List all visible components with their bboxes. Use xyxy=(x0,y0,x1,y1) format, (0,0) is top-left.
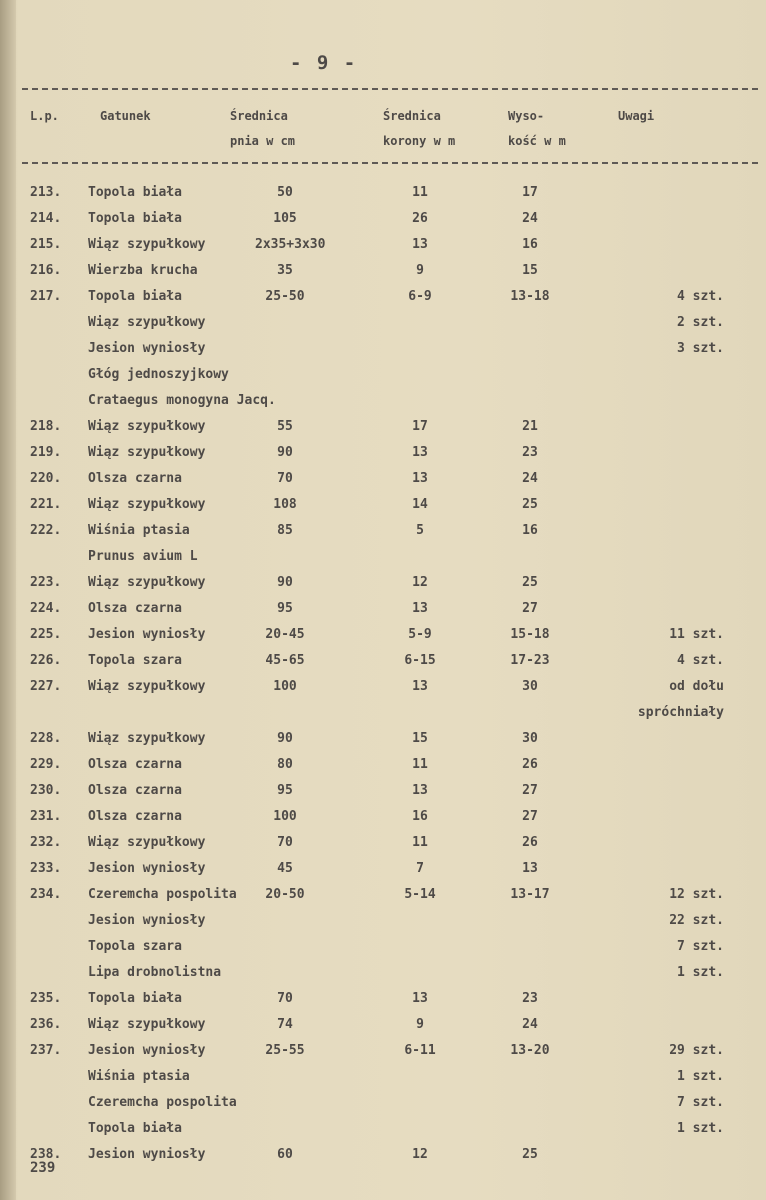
trunk-diameter: 90 xyxy=(277,731,293,746)
table-row xyxy=(0,570,766,596)
crown-diameter: 7 xyxy=(416,861,424,876)
tree-height: 27 xyxy=(522,809,538,824)
trunk-diameter: 90 xyxy=(277,575,293,590)
row-number: 236. xyxy=(30,1017,62,1032)
species-name: Wiąz szypułkowy xyxy=(88,445,206,460)
tree-height: 25 xyxy=(522,1147,538,1162)
table-row xyxy=(0,934,766,960)
row-number: 214. xyxy=(30,211,62,226)
crown-diameter: 11 xyxy=(412,185,428,200)
tree-height: 15-18 xyxy=(510,627,550,642)
crown-diameter: 12 xyxy=(412,1147,428,1162)
remarks: 4 szt. xyxy=(677,289,724,304)
table-row xyxy=(0,284,766,310)
remarks: od dołu xyxy=(669,679,724,694)
tree-height: 23 xyxy=(522,991,538,1006)
species-name: Olsza czarna xyxy=(88,471,182,486)
tree-height: 26 xyxy=(522,835,538,850)
trunk-diameter: 25-50 xyxy=(265,289,305,304)
species-name: Czeremcha pospolita xyxy=(88,887,237,902)
tree-height: 13-18 xyxy=(510,289,550,304)
table-row xyxy=(0,1012,766,1038)
row-number: 222. xyxy=(30,523,62,538)
remarks: spróchniały xyxy=(637,705,724,720)
crown-diameter: 13 xyxy=(412,601,428,616)
table-row xyxy=(0,362,766,388)
row-number: 223. xyxy=(30,575,62,590)
crown-diameter: 5-9 xyxy=(408,627,432,642)
table-row xyxy=(0,258,766,284)
row-number: 225. xyxy=(30,627,62,642)
table-row xyxy=(0,1116,766,1142)
trunk-diameter: 108 xyxy=(273,497,297,512)
remarks: 1 szt. xyxy=(677,1121,724,1136)
tree-height: 13 xyxy=(522,861,538,876)
crown-diameter: 11 xyxy=(412,757,428,772)
header-wys-1: Wyso- xyxy=(508,109,545,123)
crown-diameter: 6-9 xyxy=(408,289,432,304)
table-row xyxy=(0,882,766,908)
trunk-diameter: 70 xyxy=(277,991,293,1006)
species-name: Crataegus monogyna Jacq. xyxy=(88,393,276,408)
row-number: 232. xyxy=(30,835,62,850)
row-number: 229. xyxy=(30,757,62,772)
row-number: 215. xyxy=(30,237,62,252)
trunk-diameter: 74 xyxy=(277,1017,293,1032)
remarks: 11 szt. xyxy=(669,627,724,642)
species-name: Wiąz szypułkowy xyxy=(88,1017,206,1032)
row-number: 228. xyxy=(30,731,62,746)
tree-height: 25 xyxy=(522,575,538,590)
row-number: 230. xyxy=(30,783,62,798)
tree-height: 27 xyxy=(522,601,538,616)
trunk-diameter: 95 xyxy=(277,783,293,798)
trunk-diameter: 20-50 xyxy=(265,887,305,902)
trunk-diameter: 85 xyxy=(277,523,293,538)
trunk-diameter: 45 xyxy=(277,861,293,876)
species-name: Topola szara xyxy=(88,653,182,668)
tree-height: 13-20 xyxy=(510,1043,550,1058)
species-name: Topola biała xyxy=(88,185,182,200)
header-uwagi: Uwagi xyxy=(618,109,655,123)
species-name: Jesion wyniosły xyxy=(88,1147,206,1162)
species-name: Topola biała xyxy=(88,1121,182,1136)
tree-height: 21 xyxy=(522,419,538,434)
table-row xyxy=(0,414,766,440)
row-number: 224. xyxy=(30,601,62,616)
header-gatunek: Gatunek xyxy=(100,109,151,123)
table-row xyxy=(0,674,766,700)
tree-height: 24 xyxy=(522,1017,538,1032)
tree-height: 24 xyxy=(522,471,538,486)
table-row xyxy=(0,440,766,466)
remarks: 22 szt. xyxy=(669,913,724,928)
table-row xyxy=(0,856,766,882)
species-name: Lipa drobnolistna xyxy=(88,965,222,980)
trunk-diameter: 35 xyxy=(277,263,293,278)
remarks: 12 szt. xyxy=(669,887,724,902)
crown-diameter: 13 xyxy=(412,237,428,252)
table-row xyxy=(0,1038,766,1064)
row-number: 234. xyxy=(30,887,62,902)
species-name: Wiąz szypułkowy xyxy=(88,237,206,252)
remarks: 1 szt. xyxy=(677,1069,724,1084)
header-bottom-rule xyxy=(22,162,758,164)
crown-diameter: 16 xyxy=(412,809,428,824)
row-number: 219. xyxy=(30,445,62,460)
species-name: Olsza czarna xyxy=(88,809,182,824)
table-row xyxy=(0,1142,766,1168)
crown-diameter: 6-15 xyxy=(404,653,436,668)
row-number: 218. xyxy=(30,419,62,434)
remarks: 4 szt. xyxy=(677,653,724,668)
tree-height: 15 xyxy=(522,263,538,278)
remarks: 29 szt. xyxy=(669,1043,724,1058)
trunk-diameter: 20-45 xyxy=(265,627,305,642)
header-korony-2: korony w m xyxy=(383,134,456,148)
table-row xyxy=(0,986,766,1012)
remarks: 3 szt. xyxy=(677,341,724,356)
table-row xyxy=(0,726,766,752)
species-name: Głóg jednoszyjkowy xyxy=(88,367,229,382)
header-top-rule xyxy=(22,88,758,90)
species-name: Topola biała xyxy=(88,289,182,304)
header-lp: L.p. xyxy=(30,109,59,123)
header-pnia-2: pnia w cm xyxy=(230,134,296,148)
table-row xyxy=(0,206,766,232)
table-row xyxy=(0,388,766,414)
table-row xyxy=(0,336,766,362)
crown-diameter: 15 xyxy=(412,731,428,746)
tree-height: 13-17 xyxy=(510,887,550,902)
remarks: 2 szt. xyxy=(677,315,724,330)
row-number: 227. xyxy=(30,679,62,694)
trunk-diameter: 105 xyxy=(273,211,297,226)
row-number: 238. xyxy=(30,1147,62,1162)
table-row xyxy=(0,648,766,674)
species-name: Wierzba krucha xyxy=(88,263,198,278)
species-name: Czeremcha pospolita xyxy=(88,1095,237,1110)
trunk-diameter: 60 xyxy=(277,1147,293,1162)
species-name: Wiąz szypułkowy xyxy=(88,731,206,746)
species-name: Topola biała xyxy=(88,991,182,1006)
crown-diameter: 13 xyxy=(412,679,428,694)
remarks: 1 szt. xyxy=(677,965,724,980)
crown-diameter: 11 xyxy=(412,835,428,850)
table-row xyxy=(0,778,766,804)
tree-height: 26 xyxy=(522,757,538,772)
tree-height: 16 xyxy=(522,523,538,538)
species-name: Wiśnia ptasia xyxy=(88,1069,190,1084)
table-row xyxy=(0,180,766,206)
table-row xyxy=(0,232,766,258)
crown-diameter: 13 xyxy=(412,445,428,460)
crown-diameter: 17 xyxy=(412,419,428,434)
row-number: 235. xyxy=(30,991,62,1006)
table-row xyxy=(0,908,766,934)
table-row xyxy=(0,700,766,726)
species-name: Wiąz szypułkowy xyxy=(88,497,206,512)
page-number: - 9 - xyxy=(290,52,358,74)
tree-height: 16 xyxy=(522,237,538,252)
tree-height: 23 xyxy=(522,445,538,460)
trunk-diameter: 90 xyxy=(277,445,293,460)
tree-height: 27 xyxy=(522,783,538,798)
crown-diameter: 13 xyxy=(412,783,428,798)
table-row xyxy=(0,466,766,492)
row-number: 221. xyxy=(30,497,62,512)
trunk-diameter: 50 xyxy=(277,185,293,200)
table-row xyxy=(0,622,766,648)
species-name: Wiąz szypułkowy xyxy=(88,315,206,330)
table-row xyxy=(0,310,766,336)
crown-diameter: 5-14 xyxy=(404,887,436,902)
header-korony-1: Średnica xyxy=(383,109,441,123)
trunk-diameter: 95 xyxy=(277,601,293,616)
species-name: Jesion wyniosły xyxy=(88,341,206,356)
trunk-diameter: 25-55 xyxy=(265,1043,305,1058)
tree-height: 30 xyxy=(522,679,538,694)
crown-diameter: 14 xyxy=(412,497,428,512)
crown-diameter: 6-11 xyxy=(404,1043,436,1058)
crown-diameter: 5 xyxy=(416,523,424,538)
table-row xyxy=(0,1090,766,1116)
crown-diameter: 9 xyxy=(416,1017,424,1032)
remarks: 7 szt. xyxy=(677,1095,724,1110)
crown-diameter: 12 xyxy=(412,575,428,590)
species-name: Wiąz szypułkowy xyxy=(88,419,206,434)
trunk-diameter: 70 xyxy=(277,471,293,486)
tree-height: 30 xyxy=(522,731,538,746)
tree-height: 17 xyxy=(522,185,538,200)
species-name: Wiąz szypułkowy xyxy=(88,575,206,590)
tree-height: 17-23 xyxy=(510,653,550,668)
trunk-diameter: 100 xyxy=(273,809,297,824)
table-row xyxy=(0,752,766,778)
table-row xyxy=(0,960,766,986)
row-number: 233. xyxy=(30,861,62,876)
trunk-diameter: 45-65 xyxy=(265,653,305,668)
table-row xyxy=(0,544,766,570)
trunk-diameter: 55 xyxy=(277,419,293,434)
species-name: Olsza czarna xyxy=(88,757,182,772)
table-row xyxy=(0,804,766,830)
tree-height: 24 xyxy=(522,211,538,226)
row-number: 226. xyxy=(30,653,62,668)
trunk-diameter: 80 xyxy=(277,757,293,772)
crown-diameter: 26 xyxy=(412,211,428,226)
table-row xyxy=(0,1064,766,1090)
trunk-diameter: 100 xyxy=(273,679,297,694)
species-name: Topola biała xyxy=(88,211,182,226)
header-pnia-1: Średnica xyxy=(230,109,288,123)
species-name: Olsza czarna xyxy=(88,783,182,798)
remarks: 7 szt. xyxy=(677,939,724,954)
trunk-diameter: 70 xyxy=(277,835,293,850)
table-row xyxy=(0,518,766,544)
trunk-diameter: 2x35+3x30 xyxy=(255,237,326,252)
species-name: Wiąz szypułkowy xyxy=(88,679,206,694)
species-name: Jesion wyniosły xyxy=(88,861,206,876)
margin-mark: 239 xyxy=(30,1160,56,1176)
crown-diameter: 13 xyxy=(412,471,428,486)
species-name: Wiśnia ptasia xyxy=(88,523,190,538)
row-number: 231. xyxy=(30,809,62,824)
species-name: Jesion wyniosły xyxy=(88,627,206,642)
row-number: 216. xyxy=(30,263,62,278)
crown-diameter: 13 xyxy=(412,991,428,1006)
header-wys-2: kość w m xyxy=(508,134,566,148)
species-name: Jesion wyniosły xyxy=(88,913,206,928)
table-row xyxy=(0,492,766,518)
species-name: Topola szara xyxy=(88,939,182,954)
row-number: 213. xyxy=(30,185,62,200)
species-name: Wiąz szypułkowy xyxy=(88,835,206,850)
table-row xyxy=(0,596,766,622)
row-number: 237. xyxy=(30,1043,62,1058)
species-name: Prunus avium L xyxy=(88,549,198,564)
table-row xyxy=(0,830,766,856)
tree-height: 25 xyxy=(522,497,538,512)
row-number: 220. xyxy=(30,471,62,486)
crown-diameter: 9 xyxy=(416,263,424,278)
species-name: Jesion wyniosły xyxy=(88,1043,206,1058)
species-name: Olsza czarna xyxy=(88,601,182,616)
row-number: 217. xyxy=(30,289,62,304)
